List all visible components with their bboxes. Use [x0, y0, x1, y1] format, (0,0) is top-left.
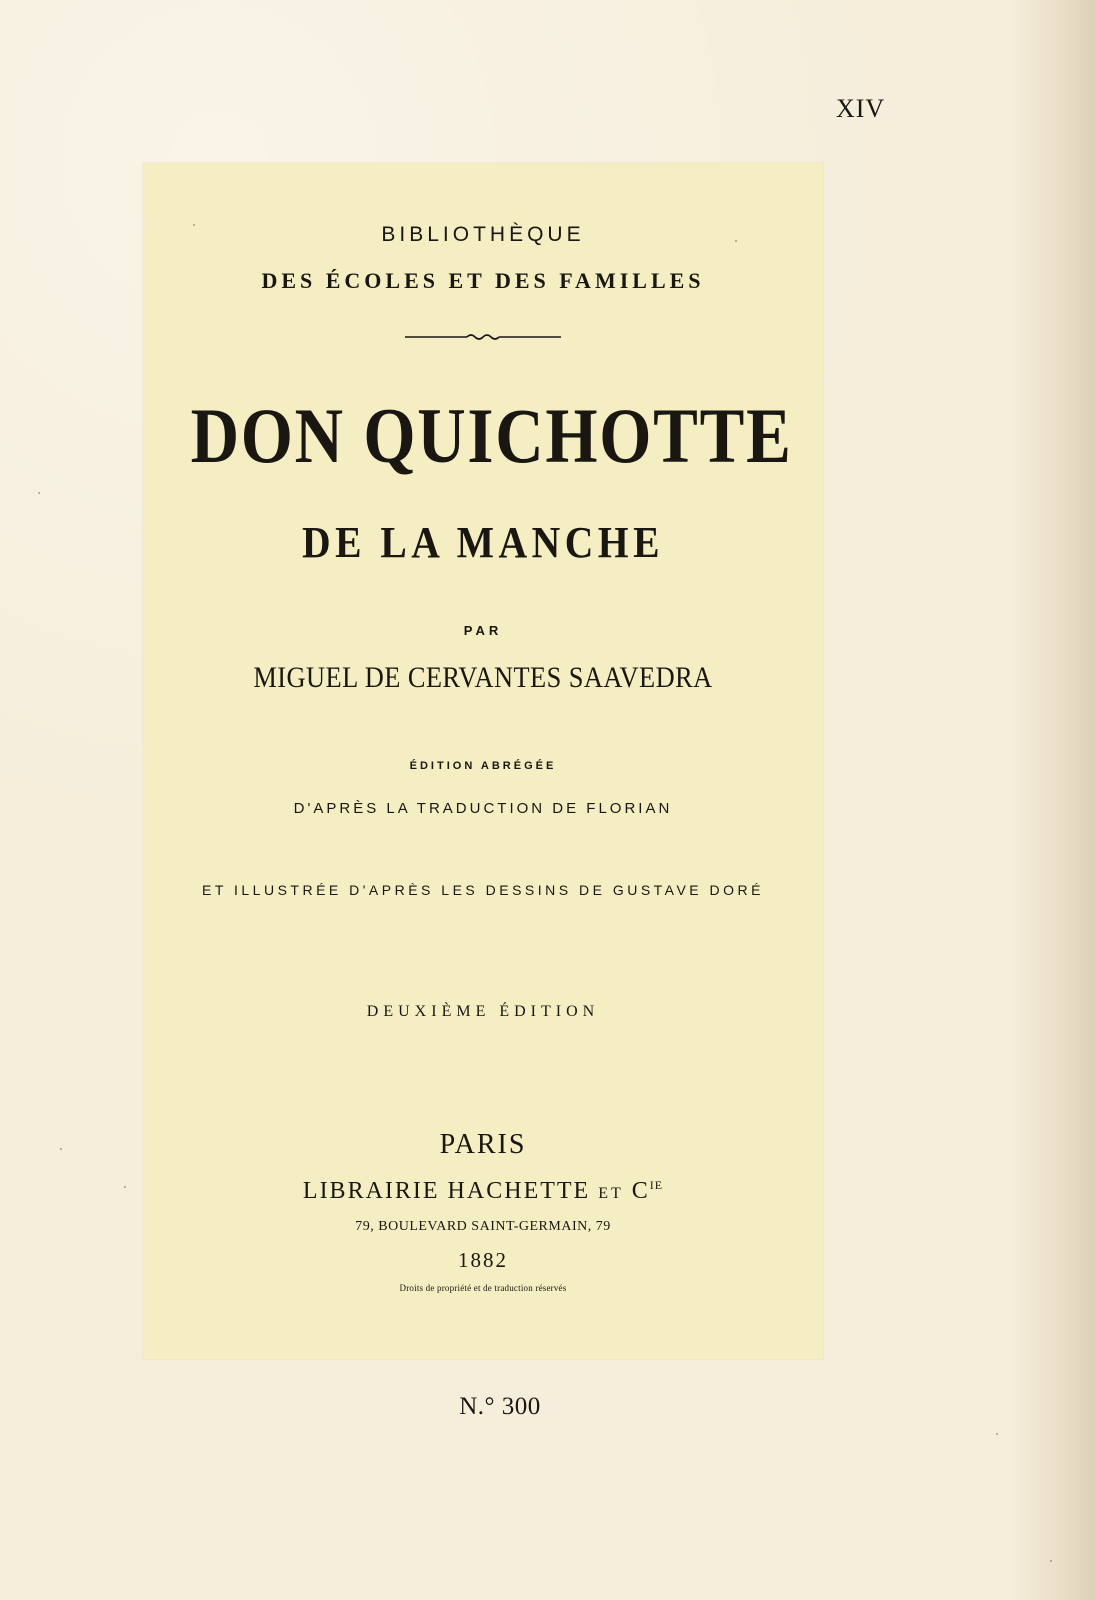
- page-number: XIV: [836, 94, 886, 123]
- book-subtitle: DE LA MANCHE: [301, 518, 665, 567]
- publication-city: PARIS: [439, 1129, 527, 1160]
- paper-speck: [60, 1148, 62, 1150]
- edition-statement: DEUXIÈME ÉDITION: [366, 1003, 600, 1020]
- series-title-line-1: BIBLIOTHÈQUE: [381, 223, 585, 246]
- publisher-name: LIBRAIRIE HACHETTE: [302, 1178, 591, 1204]
- paper-speck: [735, 240, 737, 242]
- paper-speck: [193, 224, 195, 226]
- rights-notice: Droits de propriété et de traduction réservés: [399, 1283, 567, 1293]
- book-title: DON QUICHOTTE: [190, 392, 793, 479]
- publisher-co-superscript: IE: [649, 1178, 664, 1192]
- translation-note: D'APRÈS LA TRADUCTION DE FLORIAN: [293, 800, 673, 817]
- copy-number: N.° 300: [459, 1393, 541, 1420]
- tipped-in-title-page: [143, 163, 823, 1359]
- paper-speck: [38, 492, 40, 494]
- publisher: [143, 1178, 823, 1205]
- publisher-address: 79, BOULEVARD SAINT-GERMAIN, 79: [355, 1219, 611, 1234]
- paper-speck: [996, 1433, 998, 1435]
- publisher-et: ET: [598, 1185, 624, 1202]
- edition-note: ÉDITION ABRÉGÉE: [409, 760, 557, 772]
- publication-year: 1882: [458, 1248, 508, 1272]
- by-label: PAR: [463, 623, 503, 638]
- illustration-note: ET ILLUSTRÉE D'APRÈS LES DESSINS DE GUSTAVE DORÉ: [201, 882, 764, 898]
- series-title-line-2: DES ÉCOLES ET DES FAMILLES: [261, 268, 705, 293]
- publisher-co: C: [631, 1178, 650, 1204]
- ornamental-rule: [405, 331, 561, 343]
- author-name: MIGUEL DE CERVANTES SAAVEDRA: [253, 661, 713, 694]
- paper-speck: [1050, 1560, 1052, 1562]
- paper-speck: [124, 1186, 126, 1188]
